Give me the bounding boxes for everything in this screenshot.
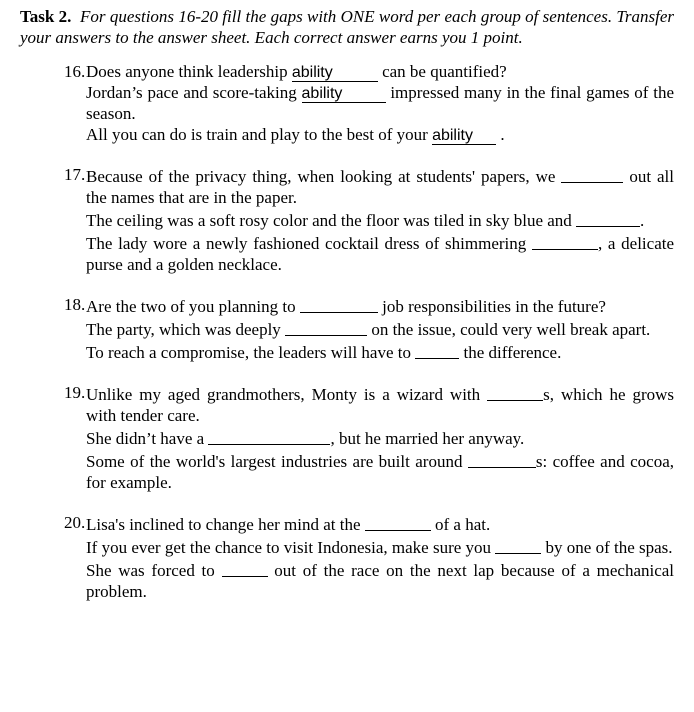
sentence-17-2: The ceiling was a soft rosy color and the floor was tiled in sky blue and . <box>86 211 645 230</box>
sentence-19-2: She didn’t have a , but he married her anyway. <box>86 429 525 448</box>
answer-blank[interactable] <box>532 232 598 250</box>
question-number: 19. <box>64 383 86 402</box>
answer-blank[interactable] <box>365 513 431 531</box>
answer-blank[interactable] <box>495 536 541 554</box>
sentence-20-3: She was forced to out of the race on the next lap because of a mechanical problem. <box>86 561 675 601</box>
filled-answer: ability <box>292 64 378 82</box>
question-number: 17. <box>64 165 86 184</box>
question-16 <box>64 61 675 145</box>
sentence-16-1: Does anyone think leadership ability can be quantified? <box>86 62 507 81</box>
task-instruction-text: For questions 16-20 fill the gaps with ONE word per each group of sentences. Transfer your answers to the answer sheet. Each correct answer earns you 1 point. <box>20 7 674 47</box>
sentence-17-1: Because of the privacy thing, when looking at students' papers, we out all the names that are in the paper. <box>86 167 675 207</box>
task-instructions <box>20 6 674 48</box>
sentence-16-2: Jordan’s pace and score-taking ability impressed many in the final games of the season. <box>86 83 675 123</box>
sentence-19-3: Some of the world's largest industries are built around s: coffee and cocoa, for example. <box>86 452 675 492</box>
answer-blank[interactable] <box>576 209 640 227</box>
sentence-18-3: To reach a compromise, the leaders will have to the difference. <box>86 343 562 362</box>
sentence-20-1: Lisa's inclined to change her mind at the of a hat. <box>86 515 491 534</box>
filled-answer: ability <box>302 85 386 103</box>
sentence-18-2: The party, which was deeply on the issue, could very well break apart. <box>86 320 651 339</box>
question-18 <box>64 294 674 363</box>
answer-blank[interactable] <box>222 559 268 577</box>
filled-answer: ability <box>432 127 496 145</box>
sentence-19-1: Unlike my aged grandmothers, Monty is a wizard with s, which he grows with tender care. <box>86 385 675 425</box>
sentence-18-1: Are the two of you planning to job responsibilities in the future? <box>86 297 606 316</box>
answer-blank[interactable] <box>208 427 330 445</box>
sentence-20-2: If you ever get the chance to visit Indonesia, make sure you by one of the spas. <box>86 538 673 557</box>
answer-blank[interactable] <box>285 318 367 336</box>
answer-blank[interactable] <box>415 341 459 359</box>
answer-blank[interactable] <box>487 383 543 401</box>
task-label: Task 2. <box>20 7 72 26</box>
question-17 <box>64 164 675 275</box>
answer-blank[interactable] <box>300 295 378 313</box>
question-number: 18. <box>64 295 86 314</box>
question-20 <box>64 512 675 602</box>
sentence-16-3: All you can do is train and play to the best of your ability . <box>86 125 505 144</box>
answer-blank[interactable] <box>561 165 623 183</box>
question-number: 20. <box>64 513 86 532</box>
question-number: 16. <box>64 62 86 81</box>
sentence-17-3: The lady wore a newly fashioned cocktail dress of shimmering , a delicate purse and a golden necklace. <box>86 234 675 274</box>
answer-blank[interactable] <box>468 450 536 468</box>
question-19 <box>64 382 675 493</box>
